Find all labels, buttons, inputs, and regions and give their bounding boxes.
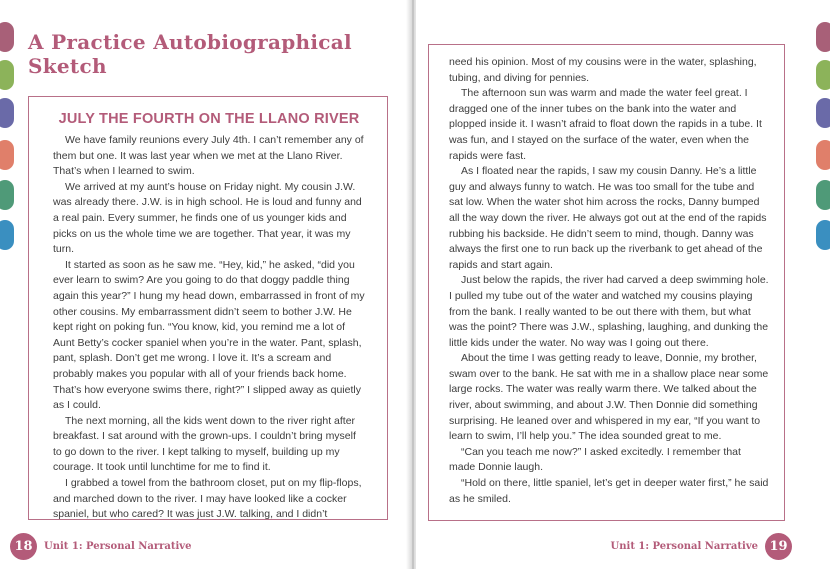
tab-marker-orange [0,140,14,170]
page-title: A Practice Autobiographical Sketch [28,30,352,78]
left-page [0,0,414,569]
page-number: 18 [10,533,37,560]
paragraph: “Can you teach me now?” I asked excitedly. I remember that made Donnie laugh. [449,445,741,474]
tab-marker-purple [0,98,14,128]
paragraph: I grabbed a towel from the bathroom closet, put on my flip-flops, and marched down to the river. I may have looked like a cocker spaniel, but who cared? It was just J.W. talking, and I didn’t [53,477,362,521]
tab-marker-purple [816,98,830,128]
paragraph: As I floated near the rapids, I saw my cousin Danny. He’s a little guy and always funny to watch. He was too small for the tube and sat low. When the water shot him across the rocks, Danny bumped all the way down the river. He always got out at the end of the rapids rubbing his backside. He didn’t seem to mind, though. Danny was always the first one to run back up the riverbank to get ahead of the rapids and start again. [449,165,767,271]
unit-label: Unit 1: Personal Narrative [610,541,758,552]
story-title: JULY THE FOURTH ON THE LLANO RIVER [58,111,360,127]
paragraph: About the time I was getting ready to leave, Donnie, my brother, swam over to the bank. He sat with me in a shallow place near some large rocks. The water was really warm there. We talked about the river, about swimming, and about J.W. Then Donnie did something surprising. He leaned over and whispered in my ear, “If you want to learn to swim, I’ll help you.” The idea sounded great to me. [449,352,769,443]
unit-label: Unit 1: Personal Narrative [44,541,192,552]
paragraph: We arrived at my aunt’s house on Friday night. My cousin J.W. was already there. J.W. is in high school. He is loud and funny and a real pain. Every summer, he finds one of us younger kids and picks on us the whole time we are together. That year, it was my turn. [53,180,362,256]
tab-marker-teal [816,180,830,210]
story-box-left [28,96,388,520]
paragraph: The afternoon sun was warm and made the water feel great. I dragged one of the inner tubes on the bank into the water and plopped inside it. I wasn’t afraid to float down the rapids in a tube. It was fun, and I stayed on the surface of the water, even when the rapids were fast. [449,87,762,162]
story-box-right [428,44,785,521]
tab-marker-maroon [0,22,14,52]
paragraph: We have family reunions every July 4th. I can’t remember any of them but one. It was last year when we met at the Llano River. That’s when I learned to swim. [53,134,364,178]
tab-marker-maroon [816,22,830,52]
paragraph: Just below the rapids, the river had carved a deep swimming hole. I pulled my tube out of the water and watched my cousins playing from the bank. I really wanted to be out there with them, but what was the point? There was J.W., splashing, laughing, and dunking the little kids under the water. No way was I going out there. [449,274,769,349]
paragraph: It started as soon as he saw me. “Hey, kid,” he asked, “did you ever learn to swim? Are you going to do that doggy paddle thing again this year?” I hung my head down, embarrassed in front of my other cousins. My embarrassment didn’t seem to bother J.W. He kept right on poking fun. “You know, kid, you remind me a lot of Aunt Betty’s cocker spaniel when you’re in the water. Pant, splash, pant, splash. Don’t get me wrong. I love it. It’s a scream and probably makes you popular with all of your friends back home. That’s how everyone swims there, right?” I slipped away as quietly as I could. [53,258,365,412]
tab-marker-blue [816,220,830,250]
footer-left [10,533,198,560]
tab-marker-teal [0,180,14,210]
tab-marker-orange [816,140,830,170]
page-number: 19 [765,533,792,560]
tab-marker-green [0,60,14,90]
footer-right [604,533,792,560]
right-page [416,0,830,569]
continued-paragraph: need his opinion. Most of my cousins were in the water, splashing, tubing, and diving for pennies. [449,56,757,84]
tab-marker-green [816,60,830,90]
paragraph: The next morning, all the kids went down to the river right after breakfast. I sat around with the grown-ups. I couldn’t bring myself to go down to the river. I kept talking to myself, building up my courage. It took until lunchtime for me to find it. [53,414,356,474]
paragraph: “Hold on there, little spaniel, let’s get in deeper water first,” he said as he smiled. [449,477,769,505]
tab-marker-blue [0,220,14,250]
